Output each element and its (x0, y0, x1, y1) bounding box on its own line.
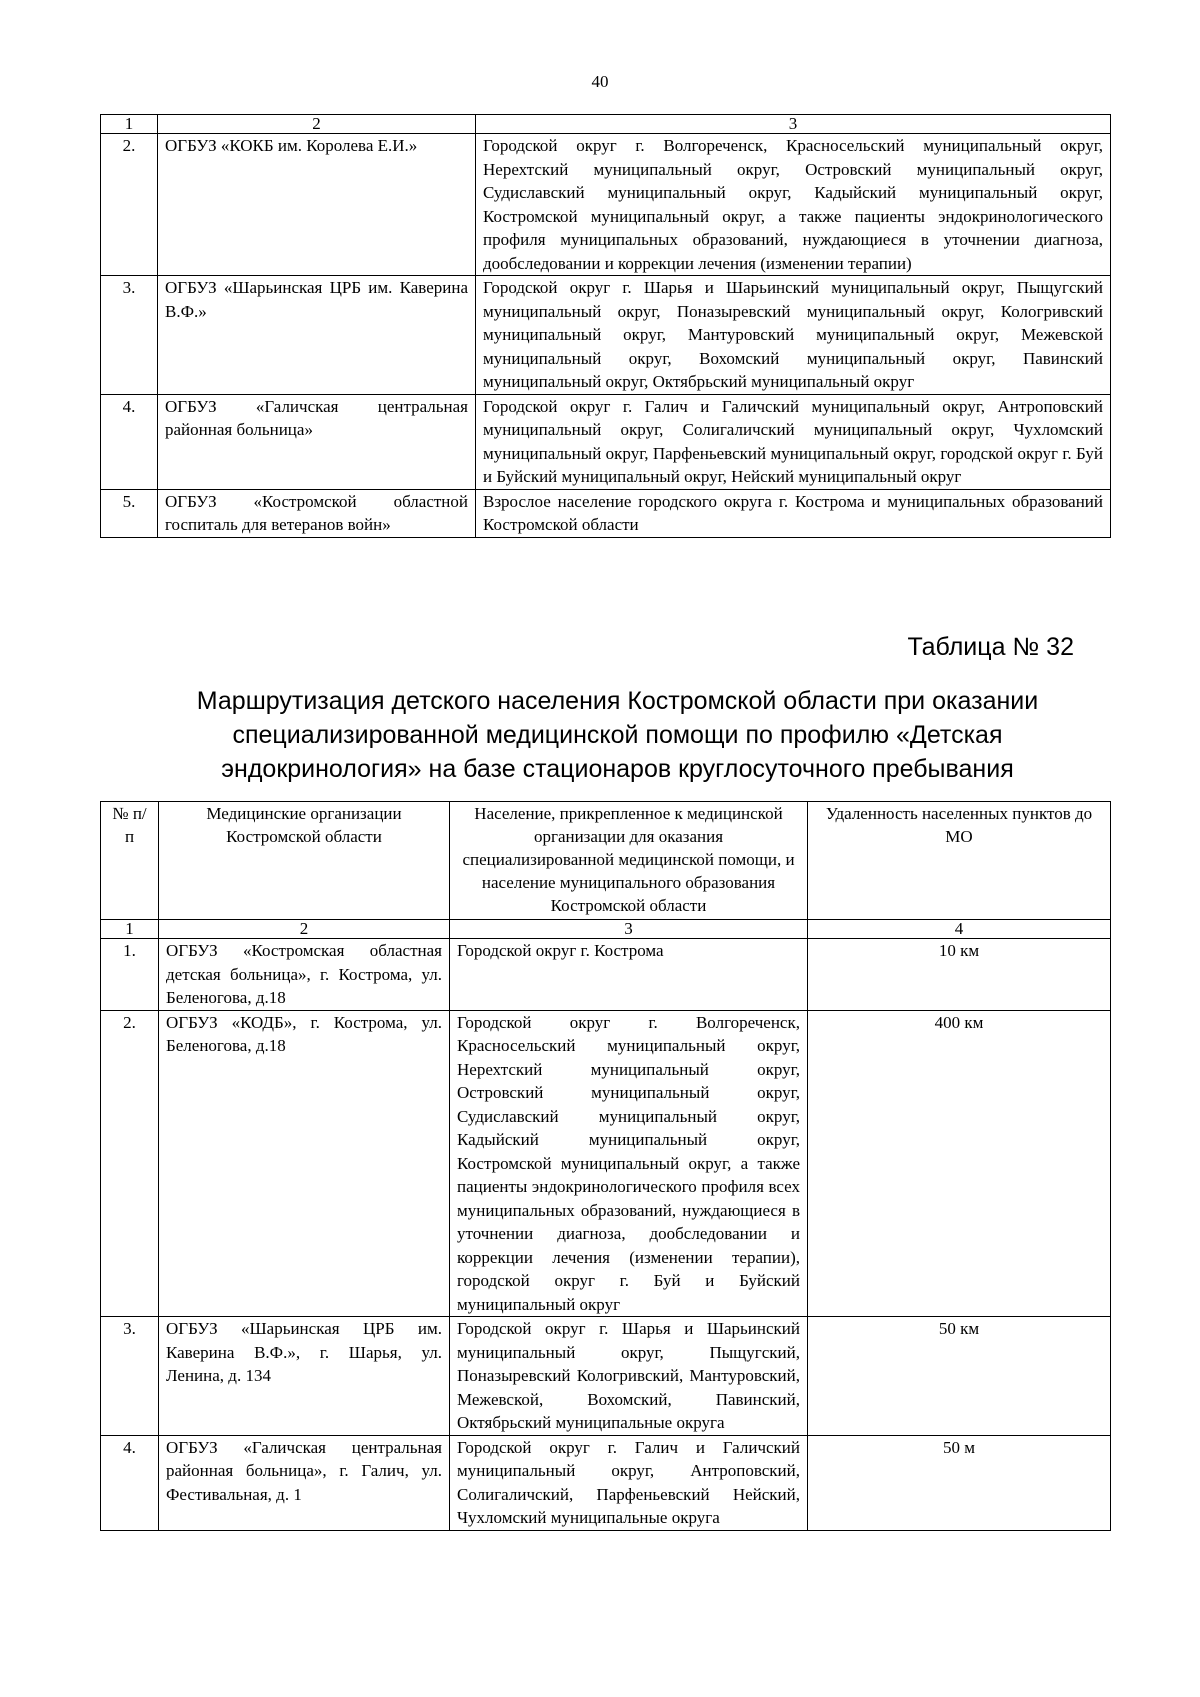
distance-cell: 10 км (808, 939, 1111, 1011)
row-number: 2. (101, 1010, 159, 1317)
header-population: Население, прикрепленное к медицинской организации для оказания специализированной медицинской помощи, и население муниципального образования Костромской области (450, 802, 808, 920)
organization-cell: ОГБУЗ «Галичская центральная районная больница» (158, 394, 476, 489)
table-row (101, 134, 1111, 276)
organization-cell: ОГБУЗ «Шарьинская ЦРБ им. Каверина В.Ф.» (158, 276, 476, 395)
column-number: 4 (808, 920, 1111, 939)
organization-cell: ОГБУЗ «Шарьинская ЦРБ им. Каверина В.Ф.», г. Шарья, ул. Ленина, д. 134 (159, 1317, 450, 1436)
table-row (101, 276, 1111, 395)
column-number: 1 (101, 920, 159, 939)
organization-cell: ОГБУЗ «Костромской областной госпиталь для ветеранов войн» (158, 489, 476, 537)
table-caption: Таблица № 32 (907, 633, 1074, 661)
population-cell: Городской округ г. Волгореченск, Красносельский муниципальный округ, Нерехтский муниципальный округ, Островский муниципальный округ, Судиславский муниципальный округ, Кадыйский муниципальный округ, Костромской муниципальный округ, а также пациенты эндокринологического профиля всех муниципальных образований, нуждающиеся в уточнении диагноза, дообследовании и коррекции лечения (изменении терапии), городской округ г. Буй и Буйский муниципальный округ (450, 1010, 808, 1317)
column-number: 3 (476, 115, 1111, 134)
row-number: 3. (101, 1317, 159, 1436)
organization-cell: ОГБУЗ «КОКБ им. Королева Е.И.» (158, 134, 476, 276)
organization-cell: ОГБУЗ «КОДБ», г. Кострома, ул. Беленогова, д.18 (159, 1010, 450, 1317)
row-number: 1. (101, 939, 159, 1011)
population-cell: Взрослое население городского округа г. Кострома и муниципальных образований Костромской области (476, 489, 1111, 537)
organization-cell: ОГБУЗ «Костромская областная детская больница», г. Кострома, ул. Беленогова, д.18 (159, 939, 450, 1011)
row-number: 2. (101, 134, 158, 276)
table-row (101, 939, 1111, 1011)
header-number: № п/п (101, 802, 159, 920)
table-row (101, 394, 1111, 489)
header-organization: Медицинские организации Костромской области (159, 802, 450, 920)
population-cell: Городской округ г. Кострома (450, 939, 808, 1011)
population-cell: Городской округ г. Галич и Галичский муниципальный округ, Антроповский муниципальный округ, Солигаличский муниципальный округ, Чухломский муниципальный округ, Парфеньевский муниципальный округ, городской округ г. Буй и Буйский муниципальный округ, Нейский муниципальный округ (476, 394, 1111, 489)
continued-routing-table (100, 114, 1111, 538)
page-number: 40 (591, 72, 609, 91)
header-distance: Удаленность населенных пунктов до МО (808, 802, 1111, 920)
column-number-row (101, 920, 1111, 939)
distance-cell: 50 км (808, 1317, 1111, 1436)
organization-cell: ОГБУЗ «Галичская центральная районная больница», г. Галич, ул. Фестивальная, д. 1 (159, 1435, 450, 1530)
population-cell: Городской округ г. Шарья и Шарьинский муниципальный округ, Пыщугский муниципальный округ, Поназыревский муниципальный округ, Кологривский муниципальный округ, Мантуровский муниципальный округ, Межевской муниципальный округ, Вохомский муниципальный округ, Павинский муниципальный округ, Октябрьский муниципальный округ (476, 276, 1111, 395)
table-row (101, 1317, 1111, 1436)
population-cell: Городской округ г. Галич и Галичский муниципальный округ, Антроповский, Солигаличский, Парфеньевский Нейский, Чухломский муниципальные округа (450, 1435, 808, 1530)
row-number: 5. (101, 489, 158, 537)
column-number-row (101, 115, 1111, 134)
table-header-row (101, 802, 1111, 920)
distance-cell: 50 м (808, 1435, 1111, 1530)
column-number: 2 (159, 920, 450, 939)
table-row (101, 1435, 1111, 1530)
row-number: 3. (101, 276, 158, 395)
distance-cell: 400 км (808, 1010, 1111, 1317)
column-number: 3 (450, 920, 808, 939)
column-number: 1 (101, 115, 158, 134)
row-number: 4. (101, 1435, 159, 1530)
population-cell: Городской округ г. Шарья и Шарьинский муниципальный округ, Пыщугский, Поназыревский Кологривский, Мантуровский, Межевской, Вохомский, Павинский, Октябрьский муниципальные округа (450, 1317, 808, 1436)
population-cell: Городской округ г. Волгореченск, Красносельский муниципальный округ, Нерехтский муниципальный округ, Островский муниципальный округ, Судиславский муниципальный округ, Кадыйский муниципальный округ, Костромской муниципальный округ, а также пациенты эндокринологического профиля муниципальных образований, нуждающиеся в уточнении диагноза, дообследовании и коррекции лечения (изменении терапии) (476, 134, 1111, 276)
table-row (101, 489, 1111, 537)
pediatric-endocrinology-routing-table (100, 801, 1111, 1531)
row-number: 4. (101, 394, 158, 489)
table-title: Маршрутизация детского населения Костромской области при оказании специализированной медицинской помощи по профилю «Детская эндокринология» на базе стационаров круглосуточного пребывания (196, 687, 1039, 783)
table-row (101, 1010, 1111, 1317)
column-number: 2 (158, 115, 476, 134)
